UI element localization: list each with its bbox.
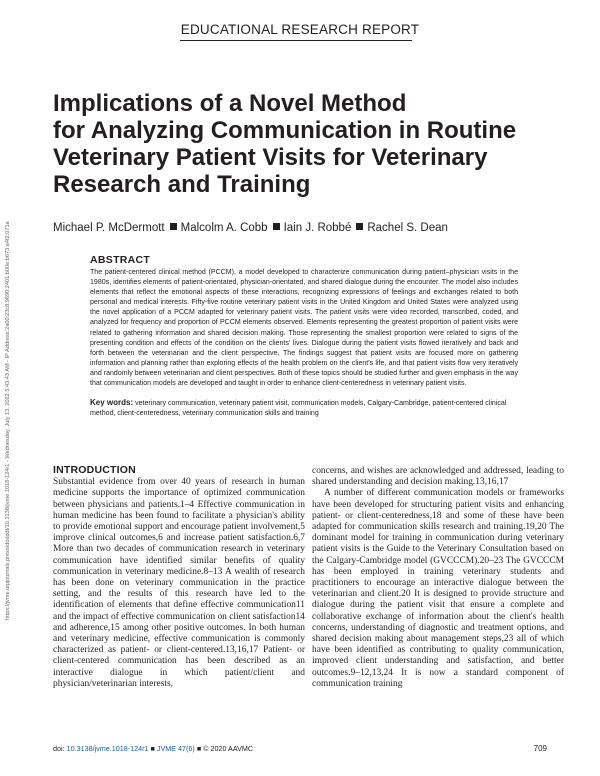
title-line: Research and Training: [53, 171, 311, 198]
download-watermark: [2, 100, 14, 620]
doi-link[interactable]: 10.3138/jvme.1018-124r1: [66, 744, 149, 753]
author-separator: [273, 223, 280, 230]
author-separator: [170, 223, 177, 230]
body-column-left: [53, 465, 305, 690]
footer-separator: ■: [196, 744, 202, 753]
author-name: Malcolm A. Cobb: [180, 222, 268, 234]
page-number: 709: [533, 744, 547, 753]
report-type-label: EDUCATIONAL RESEARCH REPORT: [180, 22, 420, 37]
author-name: Michael P. McDermott: [53, 222, 165, 234]
introduction-paragraph: A number of different communication models or frameworks have been developed for structuring patient visits and enhancing patient- or client-centeredness,18 and some of these have been adapted for communication skills research and training.19,20 The dominant model for training in communication during veterinary patient visits is the Guide to the Veterinary Consultation based on the Calgary-Cambridge model (GVCCCM).20–23 The GVCCCM has been employed in training veterinary students and practitioners to encourage an interactive dialogue between the veterinarian and client.20 It is designed to provide structure and dialogue during the patient visit that ensure a complete and collaborative exchange of information about the client's health concerns, understanding of diagnostic and treatment options, and shared decision making about management steps,23 all of which have been identified as contributing to quality communication, improved client understanding and satisfaction, and better outcomes.9–12,13,24 It is now a standard component of communication training: [312, 488, 564, 689]
abstract-text: The patient-centered clinical method (PCCM), a model developed to characterize communication during patient–physician visits in the 1980s, identifies elements of patient-orientated, physician-orientated, and shared dialogue during the encounter. The model also includes elements that reflect the emotional aspects of these interactions, recognizing expressions of feelings and exchanges related to both personal and medical interests. Fifty-five routine veterinary patient visits in the United Kingdom and United States were analyzed using the novel application of a PCCM adapted for veterinary patient visits. The patient visits were video recorded, transcribed, coded, and analyzed for frequency and proportion of PCCM elements observed. Elements representing the greatest proportion of patient visits were related to gathering information and shared decision making. Those representing the smallest proportion were related to signs of the presenting condition and effects of the condition on the clients' lives. Dialogue during the patient visits flowed iteratively and back and forth between the veterinarian and the client perspective. The findings suggest that patient visits are focused more on gathering information and planning rather than exploring effects of the health problem on the client's life, and that patient visits flow very iteratively and randomly between veterinarian and client perspectives. Both of these topics should be studied further and given emphasis in the way that communication models are developed and taught in order to enhance client-centeredness in veterinary patient visits.: [90, 269, 518, 388]
journal-issue: JVME 47(6): [156, 744, 195, 753]
title-line: Veterinary Patient Visits for Veterinary: [53, 144, 488, 171]
introduction-paragraph-continued: concerns, and wishes are acknowledged and addressed, leading to shared understanding and decision making.13,16,17: [312, 466, 564, 488]
doi-label: doi:: [53, 744, 65, 753]
author-name: Rachel S. Dean: [367, 222, 448, 234]
title-line: Implications of a Novel Method: [53, 90, 407, 117]
keywords: [90, 398, 518, 419]
introduction-heading: INTRODUCTION: [53, 464, 136, 476]
report-type-underline: [180, 40, 412, 41]
title-line: for Analyzing Communication in Routine: [53, 117, 517, 144]
author-separator: [356, 223, 363, 230]
footer-separator: ■: [150, 744, 155, 753]
introduction-paragraph: Substantial evidence from over 40 years of research in human medicine supports the importance of optimized communication between physicians and patients.1–4 Effective communication in human medicine has been found to facilitate a physician's ability to provide emotional support and encourage patient involvement,5 improve clinical outcomes,6 and increase patient satisfaction.6,7 More than two decades of communication research in veterinary communication have identified similar benefits of quality communication in veterinary medicine.8–13 A wealth of research has been done on veterinary communication in the practice setting, and the results of this research have led to the identification of elements that define effective communication11 and the impact of effective communication on client satisfaction14 and adherence,15 among other positive outcomes. In both human and veterinary medicine, effective communication is commonly characterized as patient- or client-centered.13,16,17 Patient- or client-centered communication has been described as an interactive dialogue in which patient/client and physician/veterinarian interests,: [53, 477, 305, 689]
author-list: [53, 222, 448, 234]
keywords-label: Key words:: [90, 398, 134, 408]
download-watermark-text: https://jvme.utpjournals.press/doi/pdf/10.3138/jvme.1018-124r1 - Wednesday, July 13, 2022 5:43:43 AM - IP Address:2a00:23c8:9690:2401:b00e:b673:a4f2:071a: [5, 221, 11, 620]
abstract-heading: ABSTRACT: [90, 254, 151, 266]
author-name: Iain J. Robbé: [283, 222, 352, 234]
copyright: © 2020 AAVMC: [203, 744, 254, 753]
abstract-section: [90, 254, 518, 419]
keywords-text: veterinary communication, veterinary patient visit, communication models, Calgary-Cambridge, patient-centered clinical method, client-centeredness, veterinary communication skills and training: [90, 400, 507, 418]
article-title: [53, 90, 573, 198]
body-column-right: [312, 466, 564, 690]
footer-citation: [53, 744, 253, 753]
